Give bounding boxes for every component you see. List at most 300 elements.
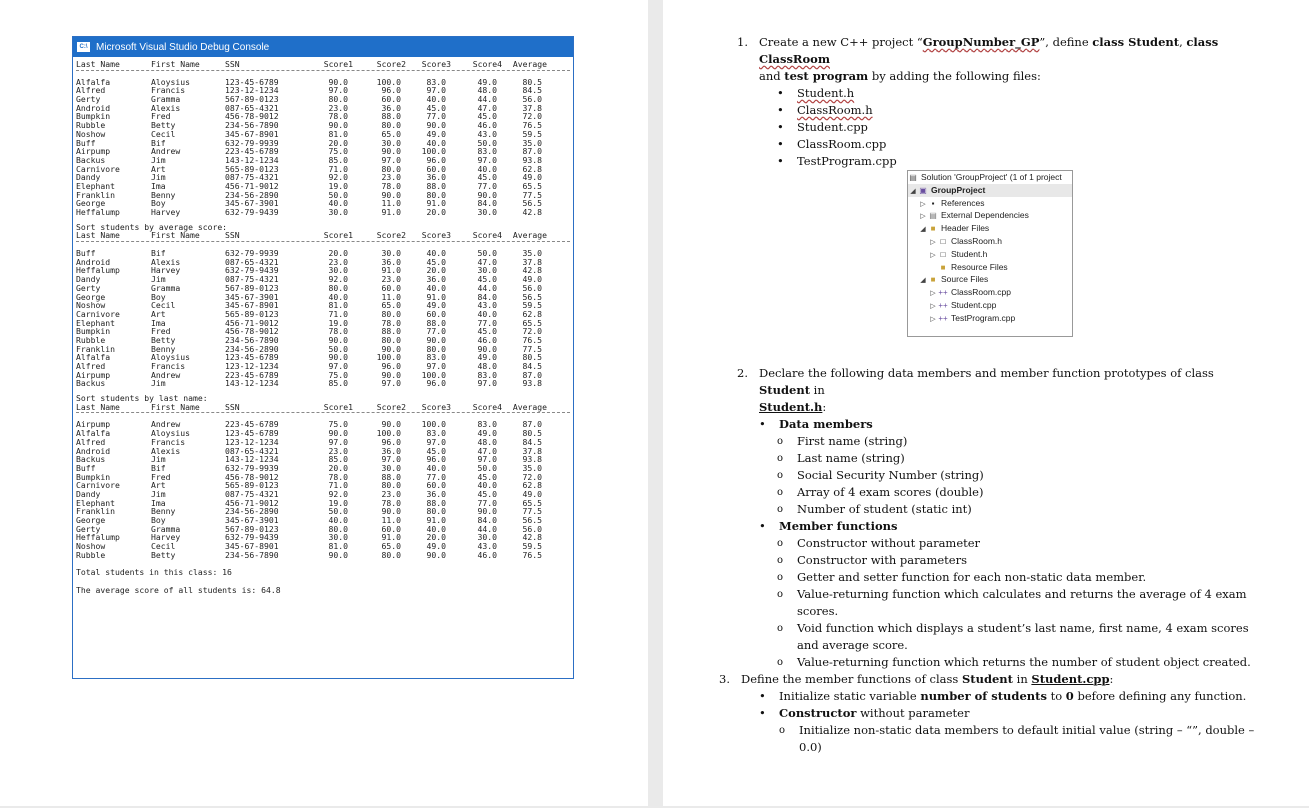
table-cell: George: [76, 198, 106, 209]
table-cell: Andrew: [151, 146, 181, 157]
external-label: External Dependencies: [941, 210, 1029, 221]
table-cell: Jim: [151, 172, 166, 183]
header-cell: Score2: [376, 401, 406, 412]
separator: [76, 412, 570, 414]
table-cell: Gerty: [76, 523, 101, 534]
table-cell: Gramma: [151, 282, 181, 293]
header-cell: Last Name: [76, 59, 120, 69]
table-cell: 35.0: [522, 462, 542, 473]
table-row: [76, 344, 570, 353]
table-cell: Airpump: [76, 369, 111, 380]
table-cell: Gramma: [151, 94, 181, 105]
table-cell: 78.0: [381, 317, 401, 328]
table-row: [76, 248, 570, 257]
table-cell: 56.5: [522, 515, 542, 525]
table-cell: 45.0: [477, 326, 497, 337]
table-cell: 40.0: [426, 462, 446, 473]
table-cell: 76.5: [522, 334, 542, 345]
table-row: [76, 446, 570, 455]
table-row: [76, 326, 570, 335]
table-cell: 72.0: [522, 326, 542, 337]
table-cell: 234-56-2890: [225, 506, 279, 517]
table-row: [76, 541, 570, 550]
table-cell: 40.0: [477, 163, 497, 174]
solution-row[interactable]: [908, 171, 1072, 184]
table-cell: 42.8: [522, 532, 542, 543]
table-cell: 565-89-0123: [225, 308, 279, 319]
header-files-row[interactable]: [908, 222, 1072, 235]
solution-icon: ▤: [909, 173, 917, 182]
table-cell: 60.0: [426, 308, 446, 319]
table-cell: 84.5: [522, 85, 542, 96]
table-cell: Android: [76, 102, 111, 113]
table-row: [76, 550, 570, 559]
table-cell: Andrew: [151, 369, 181, 380]
table-row: [76, 207, 570, 216]
table-cell: 88.0: [381, 326, 401, 337]
table-cell: 84.5: [522, 361, 542, 371]
source-file-row[interactable]: [908, 286, 1072, 299]
table-cell: 43.0: [477, 128, 497, 139]
item-2-list: [759, 416, 1257, 433]
table-cell: 90.0: [381, 189, 401, 200]
table-cell: 456-78-9012: [225, 111, 279, 122]
table-cell: 123-45-6789: [225, 352, 279, 363]
table-cell: 90.0: [381, 343, 401, 354]
table-cell: 80.0: [381, 549, 401, 560]
table-cell: 47.0: [477, 445, 497, 456]
text: in: [1012, 672, 1032, 686]
table-cell: 80.0: [426, 343, 446, 354]
table-cell: 30.0: [381, 462, 401, 473]
external-row[interactable]: [908, 209, 1072, 222]
table-cell: 96.0: [381, 361, 401, 371]
table-cell: Ima: [151, 497, 166, 508]
table-cell: 143-12-1234: [225, 378, 279, 389]
member-function-item: o Value-returning function which returns the number of student object created.: [777, 654, 1257, 671]
table-row: [76, 283, 570, 292]
table-cell: 20.0: [328, 137, 348, 148]
table-cell: 81.0: [328, 541, 348, 552]
table-cell: 143-12-1234: [225, 154, 279, 165]
table-cell: 632-79-9939: [225, 462, 279, 473]
table-cell: 80.0: [328, 282, 348, 293]
table-cell: Franklin: [76, 343, 115, 354]
table-cell: 456-71-9012: [225, 497, 279, 508]
console-icon: C:\: [77, 42, 90, 52]
table-row: [76, 489, 570, 498]
file-item: • ClassRoom.cpp: [777, 136, 1257, 153]
table-cell: Betty: [151, 120, 176, 131]
text: number of students: [920, 689, 1047, 703]
expanded-icon: ◢: [920, 226, 926, 234]
table-cell: 77.5: [522, 189, 542, 200]
table-cell: 49.0: [426, 300, 446, 311]
table-cell: 77.0: [477, 317, 497, 328]
table-cell: 59.5: [522, 128, 542, 139]
member-functions-heading: [759, 518, 1257, 535]
table-cell: Carnivore: [76, 163, 120, 174]
file-list: [777, 85, 1257, 170]
table-cell: 56.0: [522, 523, 542, 534]
table-cell: Airpump: [76, 419, 111, 430]
header-cell: Score3: [421, 230, 451, 241]
file-item: • ClassRoom.h: [777, 102, 1257, 119]
header-cell: Last Name: [76, 401, 120, 412]
table-cell: 30.0: [328, 207, 348, 217]
table-cell: 91.0: [426, 515, 446, 525]
table-cell: 59.5: [522, 541, 542, 552]
table-cell: 45.0: [477, 274, 497, 285]
table-cell: 46.0: [477, 549, 497, 560]
table-cell: 80.0: [381, 120, 401, 131]
table-cell: 77.0: [477, 180, 497, 191]
table-cell: 234-56-7890: [225, 120, 279, 131]
table-row: [76, 103, 570, 112]
header-cell: Score1: [323, 230, 353, 241]
table-cell: 40.0: [426, 248, 446, 259]
spacer: [76, 576, 570, 585]
table-row: [76, 498, 570, 507]
data-members-heading: [759, 416, 1257, 433]
table-cell: 087-75-4321: [225, 172, 279, 183]
table-cell: 62.8: [522, 480, 542, 491]
table-cell: 35.0: [522, 137, 542, 148]
table-cell: 88.0: [426, 317, 446, 328]
table-cell: 45.0: [477, 488, 497, 499]
table-cell: Bif: [151, 462, 166, 473]
table-cell: 83.0: [477, 369, 497, 380]
table-cell: 75.0: [328, 419, 348, 430]
table-cell: 36.0: [381, 445, 401, 456]
table-row: [76, 378, 570, 387]
table-cell: 23.0: [381, 488, 401, 499]
text: ”, define: [1039, 35, 1093, 49]
member-function-item: o Value-returning function which calculates and returns the average of 4 exam scores.: [777, 586, 1257, 620]
table-row: [76, 129, 570, 138]
table-cell: 234-56-2890: [225, 343, 279, 354]
table-row: [76, 164, 570, 173]
section-caption: Sort students by last name:: [76, 393, 208, 404]
header-file-row[interactable]: [908, 235, 1072, 248]
text: Create a new C++ project “: [759, 35, 923, 49]
table-cell: 97.0: [381, 378, 401, 389]
table-cell: 96.0: [426, 454, 446, 465]
table-cell: 65.0: [381, 541, 401, 552]
table-cell: Dandy: [76, 172, 101, 183]
table-cell: 50.0: [477, 248, 497, 259]
table-cell: 36.0: [426, 172, 446, 183]
table-cell: 49.0: [477, 352, 497, 363]
table-cell: 50.0: [328, 189, 348, 200]
table-cell: 60.0: [426, 163, 446, 174]
collapsed-icon: ▷: [930, 238, 936, 246]
total-students: Total students in this class: 16: [76, 567, 232, 578]
external-icon: ▤: [929, 211, 937, 221]
table-cell: 23.0: [328, 445, 348, 456]
table-row: [76, 454, 570, 463]
table-cell: 45.0: [477, 111, 497, 122]
table-cell: 60.0: [381, 94, 401, 105]
resource-files-row[interactable]: [908, 261, 1072, 274]
table-cell: Alexis: [151, 256, 181, 267]
table-cell: 49.0: [522, 172, 542, 183]
table-cell: 80.0: [328, 94, 348, 105]
table-cell: 78.0: [328, 471, 348, 482]
table-cell: 30.0: [477, 207, 497, 217]
folder-icon: ■: [930, 224, 936, 234]
cpp-file-icon: ++: [938, 300, 948, 310]
header-cell: SSN: [225, 401, 240, 412]
references-row[interactable]: [908, 197, 1072, 210]
table-cell: 97.0: [426, 85, 446, 96]
item-2-list-2: [759, 518, 1257, 535]
table-cell: 97.0: [426, 436, 446, 447]
table-row: [76, 257, 570, 266]
table-cell: Alfalfa: [76, 76, 111, 87]
header-cell: Average: [512, 59, 547, 69]
table-cell: Art: [151, 163, 166, 174]
table-cell: Benny: [151, 506, 176, 517]
table-cell: Francis: [151, 436, 186, 447]
table-cell: 72.0: [522, 471, 542, 482]
table-cell: 81.0: [328, 300, 348, 311]
table-cell: Cecil: [151, 541, 176, 552]
table-cell: Noshow: [76, 541, 106, 552]
table-cell: Art: [151, 480, 166, 491]
table-cell: 77.0: [426, 111, 446, 122]
table-row: [76, 480, 570, 489]
table-cell: 48.0: [477, 85, 497, 96]
project-row[interactable]: [908, 184, 1072, 197]
table-cell: 92.0: [328, 488, 348, 499]
table-cell: 93.8: [522, 154, 542, 165]
table-cell: 40.0: [426, 523, 446, 534]
table-cell: 23.0: [381, 172, 401, 183]
console-titlebar[interactable]: [73, 37, 573, 57]
table-row: [76, 419, 570, 428]
header-cell: Score1: [323, 401, 353, 412]
expanded-icon: ◢: [910, 187, 916, 195]
text: 0: [1065, 689, 1074, 703]
text: class: [1186, 35, 1219, 49]
table-cell: 47.0: [477, 102, 497, 113]
source-file-label: Student.cpp: [951, 299, 997, 310]
header-cell: SSN: [225, 59, 240, 69]
table-cell: 087-65-4321: [225, 256, 279, 267]
table-cell: 80.5: [522, 352, 542, 363]
table-cell: 80.0: [426, 506, 446, 517]
table-cell: Heffalump: [76, 532, 120, 543]
header-cell: Score2: [376, 230, 406, 241]
table-cell: George: [76, 291, 106, 302]
table-cell: Heffalump: [76, 265, 120, 276]
table-cell: 75.0: [328, 146, 348, 157]
table-cell: 37.8: [522, 256, 542, 267]
table-cell: 20.0: [426, 265, 446, 276]
table-cell: 60.0: [426, 480, 446, 491]
table-cell: 20.0: [328, 462, 348, 473]
table-row: [76, 111, 570, 120]
table-cell: 78.0: [328, 326, 348, 337]
source-file-label: TestProgram.cpp: [951, 312, 1016, 323]
table-cell: 84.5: [522, 436, 542, 447]
table-cell: 78.0: [328, 111, 348, 122]
header-file-row[interactable]: [908, 248, 1072, 261]
member-function-item: o Void function which displays a student’s last name, first name, 4 exam scores and average score.: [777, 620, 1257, 654]
table-row: [76, 472, 570, 481]
table-cell: 90.0: [328, 76, 348, 87]
table-cell: 456-78-9012: [225, 471, 279, 482]
table-row: [76, 155, 570, 164]
text: Member functions: [779, 519, 898, 533]
table-cell: 49.0: [477, 428, 497, 439]
table-cell: 90.0: [426, 549, 446, 560]
table-cell: 91.0: [381, 265, 401, 276]
table-cell: 83.0: [477, 419, 497, 430]
table-row: [76, 524, 570, 533]
table-cell: 43.0: [477, 541, 497, 552]
table-cell: 88.0: [381, 111, 401, 122]
text: ClassRoom: [759, 52, 830, 66]
text: without parameter: [856, 706, 970, 720]
table-cell: 50.0: [477, 462, 497, 473]
table-cell: 83.0: [426, 352, 446, 363]
table-cell: 234-56-2890: [225, 189, 279, 200]
table-cell: 123-12-1234: [225, 361, 279, 371]
table-cell: 96.0: [381, 85, 401, 96]
table-cell: 90.0: [328, 352, 348, 363]
project-name: GroupNumber_GP: [922, 35, 1040, 49]
data-member-item: o Last name (string): [777, 450, 1257, 467]
table-cell: 90.0: [426, 334, 446, 345]
text: before defining any function.: [1073, 689, 1247, 703]
table-cell: 632-79-9439: [225, 265, 279, 276]
item-number: 1.: [737, 35, 748, 49]
table-cell: 49.0: [477, 76, 497, 87]
table-cell: Alexis: [151, 102, 181, 113]
table-cell: 85.0: [328, 454, 348, 465]
table-cell: Jim: [151, 154, 166, 165]
table-cell: 456-78-9012: [225, 326, 279, 337]
table-cell: Alfalfa: [76, 352, 111, 363]
table-cell: 60.0: [381, 523, 401, 534]
table-cell: Harvey: [151, 532, 181, 543]
member-function-item: o Constructor with parameters: [777, 552, 1257, 569]
table-cell: Buff: [76, 462, 96, 473]
table-cell: Francis: [151, 361, 186, 371]
collapsed-icon: ▷: [930, 315, 936, 323]
table-cell: 83.0: [426, 428, 446, 439]
item-2: [737, 365, 1257, 416]
file-item: • Student.cpp: [777, 119, 1257, 136]
text: by adding the following files:: [868, 69, 1041, 83]
table-row: [76, 532, 570, 541]
project-name: GroupProject: [931, 184, 986, 195]
table-cell: 45.0: [477, 471, 497, 482]
item-2-text: [759, 365, 1257, 416]
source-file-label: ClassRoom.cpp: [951, 287, 1011, 298]
text: class Student: [1092, 35, 1180, 49]
table-cell: 19.0: [328, 497, 348, 508]
table-cell: 96.0: [426, 378, 446, 389]
table-cell: 97.0: [426, 361, 446, 371]
table-cell: Carnivore: [76, 308, 120, 319]
table-cell: 90.0: [381, 506, 401, 517]
table-row: [76, 300, 570, 309]
table-cell: 44.0: [477, 94, 497, 105]
table-cell: 48.0: [477, 436, 497, 447]
table-cell: 90.0: [381, 419, 401, 430]
filename: Student.cpp: [1031, 672, 1110, 686]
table-cell: Aloysius: [151, 428, 190, 439]
table-row: [76, 361, 570, 370]
table-cell: 81.0: [328, 128, 348, 139]
table-cell: Heffalump: [76, 207, 120, 217]
table-cell: 71.0: [328, 308, 348, 319]
header-cell: First Name: [151, 230, 200, 241]
table-cell: 11.0: [381, 198, 401, 209]
header-cell: Average: [512, 401, 547, 412]
table-cell: 97.0: [381, 454, 401, 465]
collapsed-icon: ▷: [930, 302, 936, 310]
header-cell: First Name: [151, 59, 200, 69]
file-icon: □: [940, 236, 946, 246]
table-row: [76, 190, 570, 199]
table-cell: Franklin: [76, 189, 115, 200]
source-file-row[interactable]: [908, 299, 1072, 312]
table-cell: 632-79-9939: [225, 137, 279, 148]
data-member-item: o Number of student (static int): [777, 501, 1257, 518]
table-cell: 90.0: [328, 428, 348, 439]
table-cell: 97.0: [477, 378, 497, 389]
table-cell: 65.0: [381, 300, 401, 311]
table-cell: 90.0: [477, 343, 497, 354]
table-cell: 44.0: [477, 523, 497, 534]
source-file-row[interactable]: [908, 312, 1072, 325]
table-cell: 37.8: [522, 445, 542, 456]
table-cell: 93.8: [522, 454, 542, 465]
table-row: [76, 146, 570, 155]
table-cell: 97.0: [328, 436, 348, 447]
table-cell: Jim: [151, 378, 166, 389]
table-cell: Buff: [76, 248, 96, 259]
table-cell: 78.0: [381, 180, 401, 191]
header-cell: Score1: [323, 59, 353, 69]
text: ,: [1179, 35, 1187, 49]
table-cell: Bumpkin: [76, 326, 111, 337]
header-cell: Score2: [376, 59, 406, 69]
table-cell: 456-71-9012: [225, 317, 279, 328]
table-cell: 100.0: [376, 428, 401, 439]
text: :: [1109, 672, 1114, 686]
table-cell: 65.5: [522, 180, 542, 191]
item-number: 3.: [719, 672, 730, 686]
table-cell: 77.5: [522, 343, 542, 354]
table-cell: Francis: [151, 85, 186, 96]
project-icon: ▣: [919, 185, 927, 195]
source-files-row[interactable]: [908, 273, 1072, 286]
table-cell: 30.0: [477, 265, 497, 276]
cpp-file-icon: ++: [938, 313, 948, 323]
table-cell: 80.0: [381, 308, 401, 319]
text: test program: [784, 69, 869, 83]
file-item: • Student.h: [777, 85, 1257, 102]
item-3-list: [759, 688, 1257, 722]
table-cell: Cecil: [151, 300, 176, 311]
table-cell: 456-71-9012: [225, 180, 279, 191]
item-3-bullet-2: [759, 705, 1257, 722]
